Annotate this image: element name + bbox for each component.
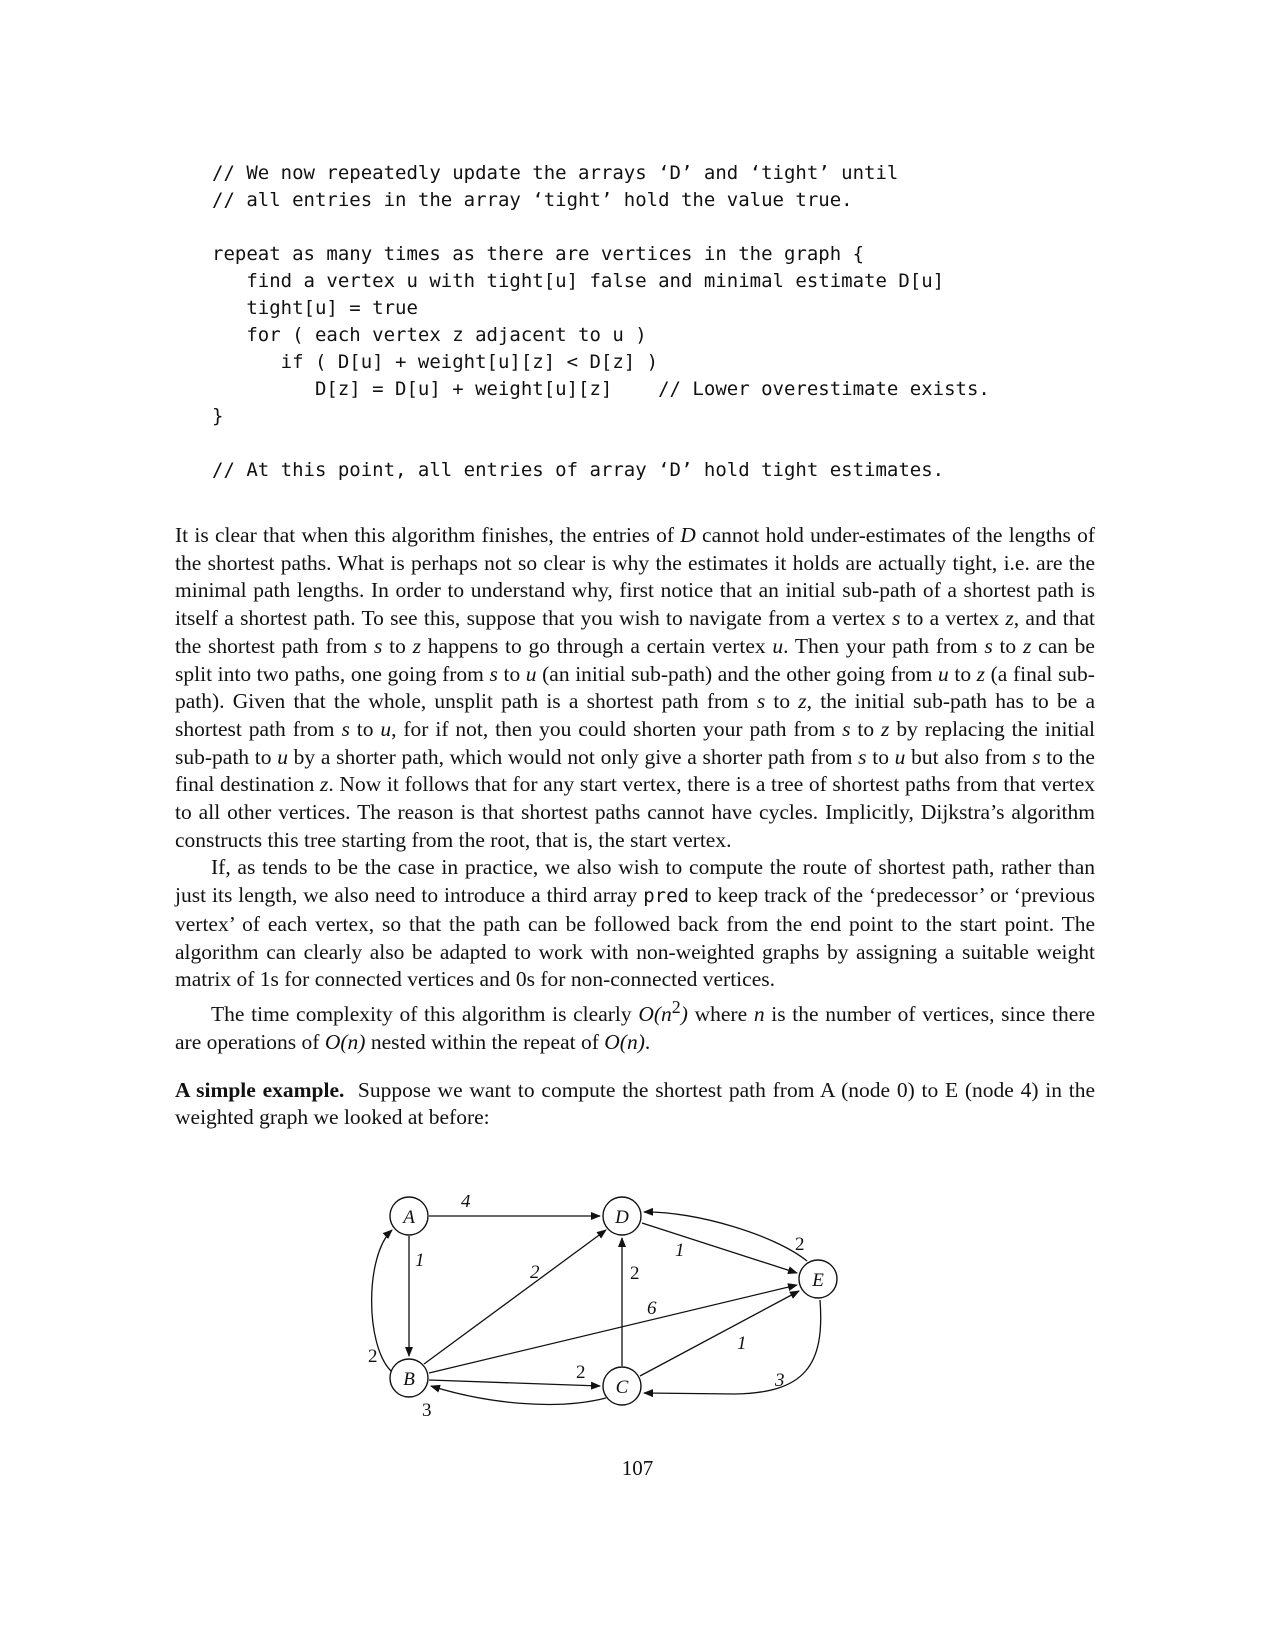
code-line: for ( each vertex z adjacent to u ) (212, 324, 647, 346)
weight-label-b-d: 2 (530, 1262, 540, 1283)
body-text (175, 522, 1101, 1132)
graph-node-b (390, 1359, 428, 1397)
edge-b-d (424, 1230, 606, 1364)
node-label-e: E (812, 1270, 824, 1291)
code-line: D[z] = D[u] + weight[u][z] // Lower overestimate exists. (212, 378, 990, 400)
code-line: // all entries in the array ‘tight’ hold the value true. (212, 189, 853, 211)
weight-label-b-c: 2 (576, 1362, 586, 1383)
edge-b-c (429, 1380, 600, 1386)
edge-d-e (642, 1223, 797, 1273)
weighted-graph-svg (355, 1195, 875, 1435)
weight-label-c-e: 1 (737, 1333, 747, 1354)
weight-label-a-b: 1 (415, 1250, 425, 1271)
weight-label-e-d: 2 (795, 1234, 805, 1255)
node-label-c: C (615, 1377, 629, 1398)
paragraph-predecessor-array: If, as tends to be the case in practice, we also wish to compute the route of shortest path, rather than just its length, we also need to introduce a third array pred to keep track of the ‘predecessor’ or ‘previous vertex’ of each vertex, so that the path can be followed back from the end point to the start point. The algorithm can clearly also be adapted to work with non-weighted graphs by assigning a suitable weight matrix of 1s for connected vertices and 0s for non-connected vertices. (175, 855, 1096, 992)
weight-label-e-c: 3 (775, 1370, 785, 1391)
code-line: } (212, 405, 224, 427)
weight-label-c-d: 2 (630, 1263, 640, 1284)
example-heading: A simple example. (175, 1077, 345, 1102)
code-line: // We now repeatedly update the arrays ‘D’ and ‘tight’ until (212, 162, 899, 184)
code-line (212, 214, 1092, 241)
code-line (212, 430, 1092, 457)
edge-b-e (429, 1285, 797, 1373)
graph-node-a (390, 1197, 428, 1235)
code-line: repeat as many times as there are vertices in the graph { (212, 243, 865, 265)
paragraph-shortest-path-argument: It is clear that when this algorithm finishes, the entries of D cannot hold under-estimates of the lengths of the shortest paths. What is perhaps not so clear is why the estimates it holds are actually tight, i.e. are the minimal path lengths. In order to understand why, first notice that an initial sub-path of a shortest path is itself a shortest path. To see this, suppose that you wish to navigate from a vertex s to a vertex z, and that the shortest path from s to z happens to go through a certain vertex u. Then your path from s to z can be split into two paths, one going from s to u (an initial sub-path) and the other going from u to z (a final sub-path). Given that the whole, unsplit path is a shortest path from s to z, the initial sub-path has to be a shortest path from s to u, for if not, then you could shorten your path from s to z by replacing the initial sub-path to u by a shorter path, which would not only give a shorter path from s to u but also from s to the final destination z. Now it follows that for any start vertex, there is a tree of shortest paths from that vertex to all other vertices. The reason is that shortest paths cannot have cycles. Implicitly, Dijkstra’s algorithm constructs this tree starting from the root, that is, the start vertex. (175, 523, 1095, 852)
weight-label-c-b: 3 (422, 1400, 432, 1421)
code-line: if ( D[u] + weight[u][z] < D[z] ) (212, 351, 659, 373)
pseudocode-block (212, 160, 1092, 484)
graph-node-c (603, 1367, 641, 1405)
weight-label-b-a: 2 (368, 1346, 378, 1367)
weight-label-b-e: 6 (647, 1298, 657, 1319)
weight-label-d-e: 1 (675, 1240, 685, 1261)
graph-node-e (799, 1260, 837, 1298)
weight-label-a-d: 4 (461, 1195, 471, 1212)
node-label-d: D (615, 1207, 629, 1228)
code-line: tight[u] = true (212, 297, 418, 319)
paragraph-time-complexity: The time complexity of this algorithm is clearly $O(n^2)$ where n is the number of vertices, since there are operations of O(n) nested within the repeat of O(n). (175, 996, 1095, 1054)
edge-e-c (644, 1300, 821, 1394)
code-line: find a vertex u with tight[u] false and minimal estimate D[u] (212, 270, 945, 292)
node-label-b: B (403, 1369, 415, 1390)
code-line: // At this point, all entries of array ‘D’ hold tight estimates. (212, 459, 945, 481)
edge-c-b (431, 1386, 606, 1404)
edge-e-d (644, 1212, 807, 1261)
paragraph-simple-example: A simple example. Suppose we want to compute the shortest path from A (node 0) to E (node 4) in the weighted graph we looked at before: (175, 1077, 1101, 1130)
page-number: 107 (621, 1456, 654, 1480)
weighted-graph-figure (355, 1195, 875, 1435)
graph-node-d (603, 1197, 641, 1235)
node-label-a: A (403, 1207, 415, 1228)
